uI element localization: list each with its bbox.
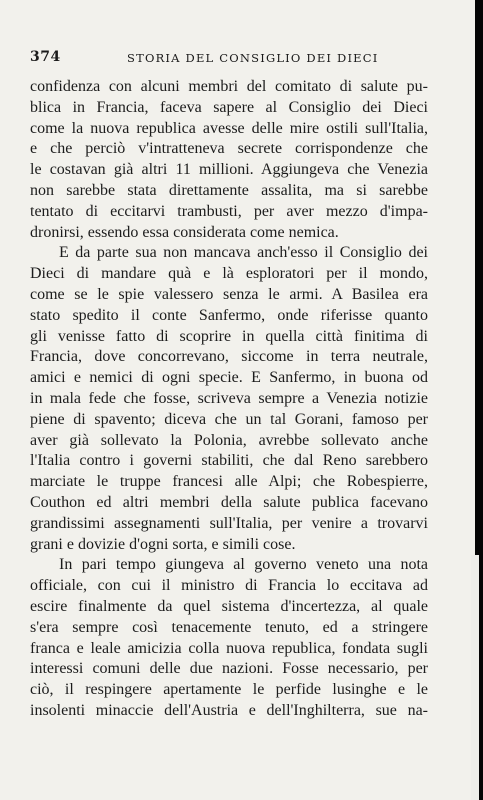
page-number: 374: [30, 49, 61, 65]
text-line: come se le spie valessero senza le armi. A Basilea era: [30, 285, 428, 303]
text-line: aver già sollevato la Polonia, avrebbe sollevato anche: [30, 431, 428, 449]
text-line: tentato di eccitarvi trambusti, per aver mezzo d'impa-: [30, 202, 428, 220]
text-line: grani e dovizie d'ogni sorta, e simili cose.: [30, 535, 296, 553]
text-line: E da parte sua non mancava anch'esso il Consiglio dei: [59, 244, 428, 262]
text-line: interessi comuni delle due nazioni. Fosse necessario, per: [30, 660, 428, 678]
text-line: l'Italia contro i governi stabiliti, che dal Reno sarebbero: [30, 452, 428, 470]
text-line: in mala fede che fosse, scriveva sempre a Venezia notizie: [30, 389, 428, 407]
text-line: insolenti minaccie dell'Austria e dell'Inghilterra, sue na-: [30, 701, 428, 719]
text-line: non sarebbe stata direttamente assalita, ma si sarebbe: [30, 181, 428, 199]
text-line: confidenza con alcuni membri del comitato di salute pu-: [30, 78, 428, 95]
text-line: escire finalmente da quel sistema d'incertezza, al quale: [30, 597, 428, 615]
scan-border-light: [471, 555, 479, 800]
paragraph: [30, 243, 428, 555]
text-line: Couthon ed altri membri della salute publica facevano: [30, 493, 428, 511]
body-text: [30, 77, 428, 722]
page-header: [30, 49, 425, 67]
text-line: dronirsi, essendo essa considerata come nemica.: [30, 223, 339, 241]
text-line: ciò, il respingere apertamente le perfide lusinghe e le: [30, 681, 428, 699]
text-line: franca e leale amicizia colla nuova republica, fondata sugli: [30, 639, 428, 657]
text-line: s'era sempre così tenacemente tenuto, ed a stringere: [30, 618, 428, 636]
text-line: blica in Francia, faceva sapere al Consiglio dei Dieci: [30, 98, 428, 116]
text-line: grandissimi assegnamenti sull'Italia, per venire a trovarvi: [30, 514, 428, 532]
text-line: officiale, con cui il ministro di Francia lo eccitava ad: [30, 577, 428, 595]
text-line: In pari tempo giungeva al governo veneto una nota: [59, 556, 428, 574]
text-line: amici e nemici di ogni specie. E Sanfermo, in buona od: [30, 369, 428, 387]
text-line: e che perciò v'intratteneva secrete corrispondenze che: [30, 140, 428, 158]
text-line: le costavan già altri 11 millioni. Aggiungeva che Venezia: [30, 161, 428, 179]
paragraph: [30, 555, 428, 721]
paragraph: [30, 77, 428, 243]
text-line: Francia, dove concorrevano, siccome in terra neutrale,: [30, 348, 428, 366]
text-line: gli venisse fatto di scoprire in quella città finitima di: [30, 327, 428, 345]
text-line: come la nuova republica avesse delle mire ostili sull'Italia,: [30, 119, 428, 137]
text-line: Dieci di mandare quà e là esploratori per il mondo,: [30, 265, 428, 283]
text-line: piene di spavento; diceva che un tal Gorani, famoso per: [30, 410, 428, 428]
text-line: stato spedito il conte Sanfermo, onde riferisse quanto: [30, 306, 428, 324]
running-head: STORIA DEL CONSIGLIO DEI DIECI: [127, 51, 379, 65]
text-line: marciate le truppe francesi alle Alpi; che Robespierre,: [30, 473, 428, 491]
